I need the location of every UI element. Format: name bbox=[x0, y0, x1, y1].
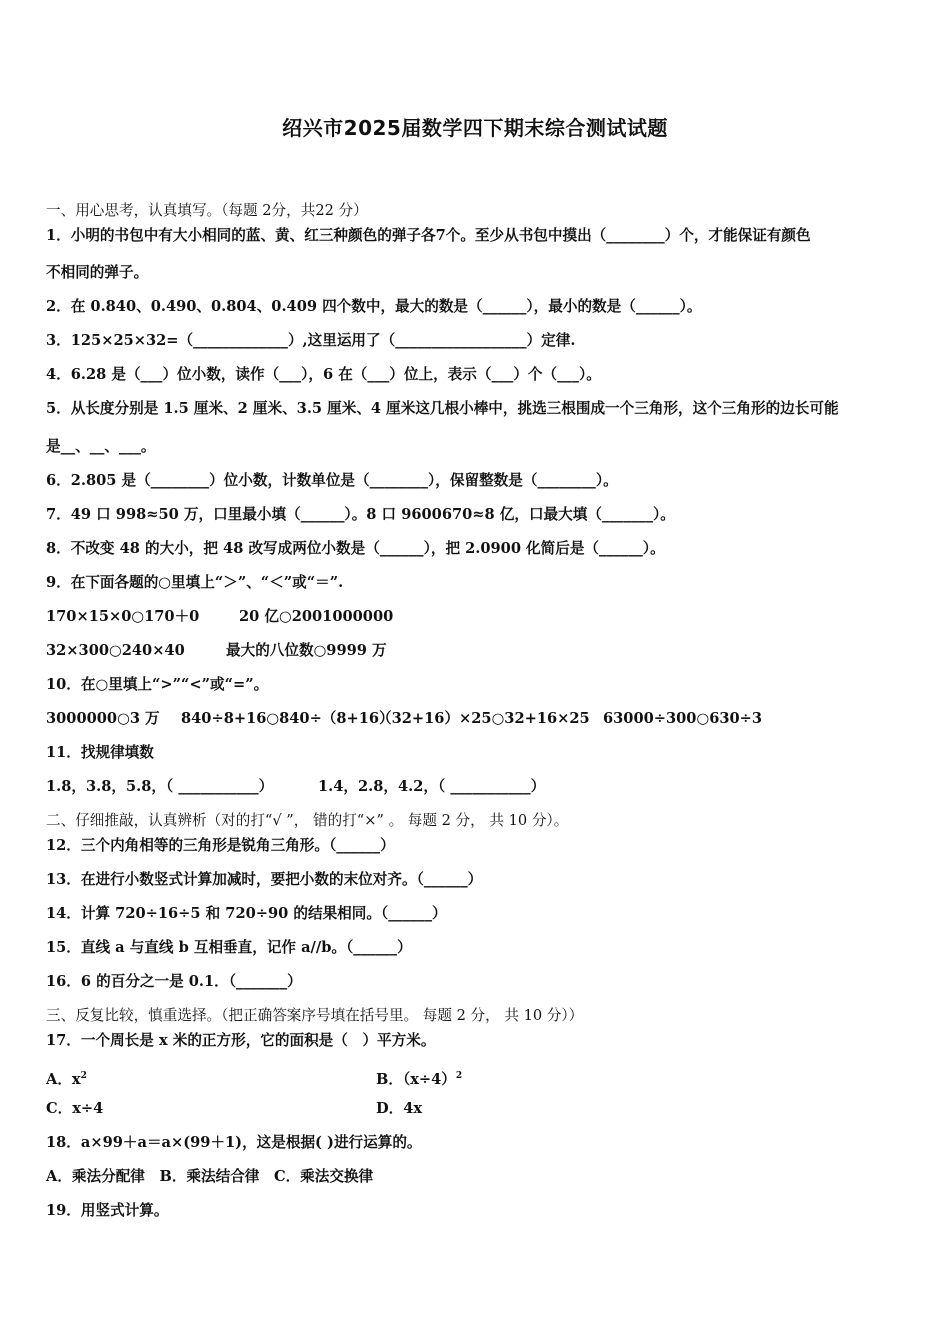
question-13: 13．在进行小数竖式计算加减时，要把小数的末位对齐。（______） bbox=[46, 871, 483, 888]
question-5-line-1: 5．从长度分别是 1.5 厘米、2 厘米、3.5 厘米、4 厘米这几根小棒中，挑选三根围成一个三角形，这个三角形的边长可能 bbox=[46, 400, 839, 417]
question-10-item-4: 63000÷300○630÷3 bbox=[603, 710, 763, 727]
question-1-line-2: 不相同的弹子。 bbox=[46, 264, 149, 281]
question-11-sequence-2: 1.4，2.8，4.2，（ ___________） bbox=[318, 778, 546, 795]
question-19: 19．用竖式计算。 bbox=[46, 1202, 169, 1219]
question-14: 14．计算 720÷16÷5 和 720÷90 的结果相同。（______） bbox=[46, 905, 447, 922]
question-18: 18．a×99＋a＝a×(99＋1)，这是根据( )进行运算的。 bbox=[46, 1134, 422, 1151]
question-1-line-1: 1．小明的书包中有大小相同的蓝、黄、红三种颜色的弹子各7个。至少从书包中摸出（________）个，才能保证有颜色 bbox=[46, 227, 811, 244]
question-10: 10．在○里填上“>”“<”或“=”。 bbox=[46, 676, 269, 693]
section-1-heading: 一、用心思考，认真填写。（每题 2分，共22 分） bbox=[46, 202, 368, 219]
question-10-item-2: 840÷8+16○840÷（8+16） bbox=[181, 710, 394, 727]
question-9: 9．在下面各题的○里填上“＞”、“＜”或“＝”. bbox=[46, 574, 344, 591]
question-8: 8．不改变 48 的大小，把 48 改写成两位小数是（______），把 2.0900 化简后是（______）。 bbox=[46, 540, 665, 557]
question-10-item-1: 3000000○3 万 bbox=[46, 710, 160, 727]
question-9-item-3: 32×300○240×40 bbox=[46, 642, 185, 659]
question-12: 12．三个内角相等的三角形是锐角三角形。（______） bbox=[46, 837, 395, 854]
question-17: 17．一个周长是 x 米的正方形，它的面积是（ ）平方米。 bbox=[46, 1032, 436, 1049]
question-9-item-1: 170×15×0○170＋0 bbox=[46, 608, 200, 625]
question-16: 16．6 的百分之一是 0.1．（_______） bbox=[46, 973, 302, 990]
question-3: 3．125×25×32=（_____________）,这里运用了（__________________）定律. bbox=[46, 332, 576, 349]
question-17-option-b bbox=[376, 1066, 462, 1090]
question-15: 15．直线 a 与直线 b 互相垂直，记作 a//b。（______） bbox=[46, 939, 412, 956]
section-3-heading: 三、反复比较，慎重选择。（把正确答案序号填在括号里。 每题 2 分， 共 10 分）） bbox=[46, 1007, 584, 1024]
question-17-option-c: C．x÷4 bbox=[46, 1100, 104, 1117]
question-17-option-d: D．4x bbox=[376, 1100, 423, 1117]
question-10-item-3: （32+16）×25○32+16×25 bbox=[377, 710, 590, 727]
question-11-sequence-1: 1.8，3.8，5.8，（ ___________） bbox=[46, 778, 274, 795]
option-b-text: B．（x÷4） bbox=[376, 1071, 456, 1088]
question-9-item-2: 20 亿○2001000000 bbox=[239, 608, 394, 625]
question-6: 6．2.805 是（________）位小数，计数单位是（________），保留整数是（________）。 bbox=[46, 472, 618, 489]
question-18-options: A．乘法分配律 B．乘法结合律 C．乘法交换律 bbox=[46, 1168, 374, 1185]
question-4: 4．6.28 是（___）位小数，读作（___），6 在（___）位上，表示（___）个（___）。 bbox=[46, 366, 601, 383]
question-17-option-a bbox=[46, 1066, 87, 1090]
option-a-exponent: 2 bbox=[80, 1071, 87, 1081]
question-2: 2．在 0.840、0.490、0.804、0.409 四个数中，最大的数是（______），最小的数是（______）。 bbox=[46, 298, 702, 315]
question-5-line-2: 是__、__、___。 bbox=[46, 438, 156, 455]
option-b-exponent: 2 bbox=[455, 1071, 463, 1081]
question-9-item-4: 最大的八位数○9999 万 bbox=[226, 642, 387, 659]
question-7: 7．49 口 998≈50 万，口里最小填（______）。8 口 9600670≈8 亿，口最大填（_______）。 bbox=[46, 506, 675, 523]
section-2-heading: 二、仔细推敲，认真辨析（对的打“√ ”， 错的打“×” 。 每题 2 分， 共 10 分）。 bbox=[46, 812, 569, 829]
question-11: 11．找规律填数 bbox=[46, 744, 154, 761]
option-a-text: A．x bbox=[46, 1071, 81, 1088]
page-title: 绍兴市2025届数学四下期末综合测试试题 bbox=[282, 116, 668, 140]
